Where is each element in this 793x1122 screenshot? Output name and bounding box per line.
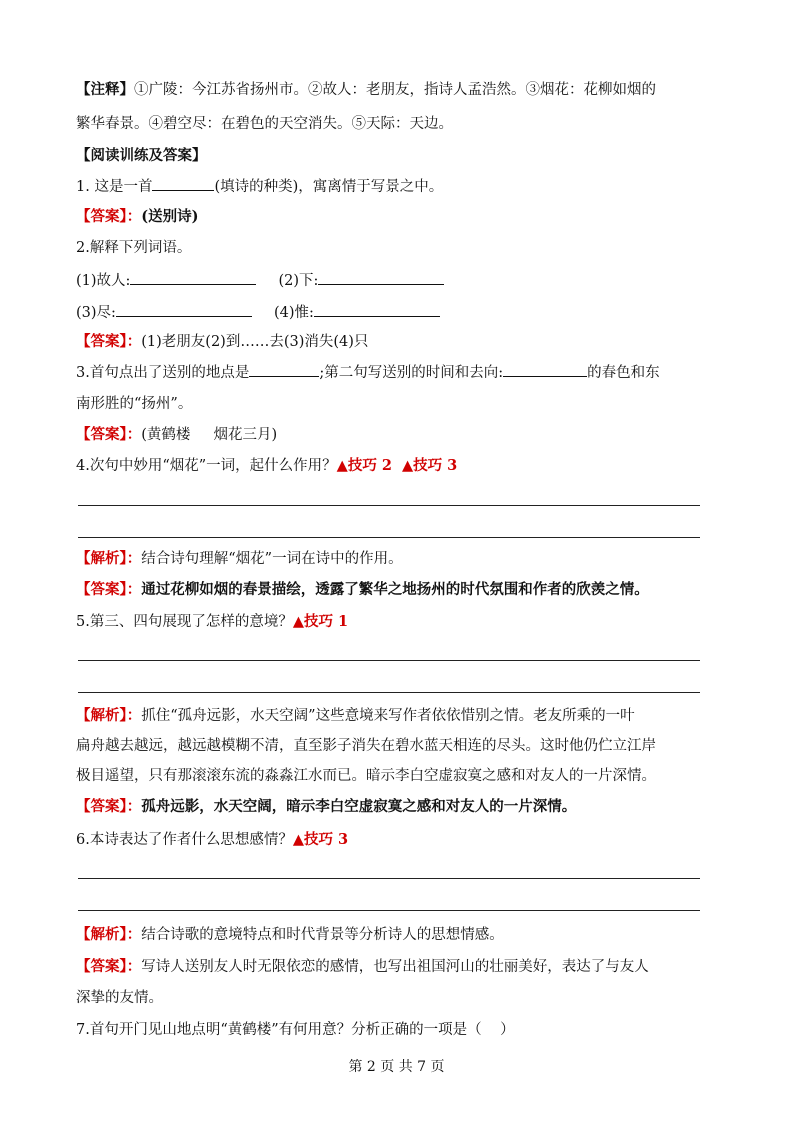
q2-answer-text: (1)老朋友(2)到……去(3)消失(4)只 <box>141 334 369 350</box>
answer-tag: 【答案】： <box>76 208 142 225</box>
q2-blank-3[interactable] <box>116 302 252 317</box>
q6-skill: ▲技巧 3 <box>292 831 349 848</box>
q5-analysis-1 <box>76 706 726 726</box>
q3-blank-2[interactable] <box>503 362 587 377</box>
q3-post: 的春色和东 <box>587 365 660 381</box>
answer-rule[interactable] <box>78 910 700 911</box>
q2-row-1 <box>76 270 726 291</box>
question-6 <box>76 830 726 850</box>
q5-analysis-text-1: 抓住“孤舟远影，水天空阔”这些意境来写作者依依惜别之情。老友所乘的一叶 <box>141 708 635 724</box>
q4-analysis-text: 结合诗句理解“烟花”一词在诗中的作用。 <box>141 551 403 567</box>
notes-text-2: 繁华春景。④碧空尽：在碧色的天空消失。⑤天际：天边。 <box>76 116 453 132</box>
answer-tag: 【答案】： <box>76 958 142 975</box>
notes-line-2 <box>76 114 726 134</box>
q3-answer <box>76 425 726 445</box>
q6-analysis <box>76 925 726 945</box>
q2-blank-2[interactable] <box>318 270 444 285</box>
q6-analysis-text: 结合诗歌的意境特点和时代背景等分析诗人的思想情感。 <box>141 927 504 943</box>
q4-skill-a: ▲技巧 2 <box>336 457 392 474</box>
notes-text-1: ①广陵：今江苏省扬州市。②故人：老朋友，指诗人孟浩然。③烟花：花柳如烟的 <box>134 82 656 98</box>
q4-answer <box>76 580 726 600</box>
page-footer: 第 2 页 共 7 页 <box>348 1059 445 1075</box>
analysis-tag: 【解析】： <box>76 926 142 943</box>
section-title: 【阅读训练及答案】 <box>76 147 207 164</box>
q2-word-2: (2)下: <box>278 273 319 289</box>
answer-rule[interactable] <box>78 537 700 538</box>
q4-stem: 4.次句中妙用“烟花”一词，起什么作用？ <box>76 458 337 474</box>
q2-answer <box>76 332 726 352</box>
q4-skill-b: ▲技巧 3 <box>401 457 458 474</box>
q1-post: (填诗的种类)，寓离情于写景之中。 <box>214 179 444 195</box>
notes-tag: 【注释】 <box>76 81 134 98</box>
q7-stem: 7.首句开门见山地点明“黄鹤楼”有何用意？分析正确的一项是（ ） <box>76 1022 515 1038</box>
question-2: 2.解释下列词语。 <box>76 240 192 256</box>
q5-skill: ▲技巧 1 <box>292 613 349 630</box>
q3-mid: ;第二句写送别的时间和去向: <box>319 365 504 381</box>
answer-tag: 【答案】： <box>76 333 142 350</box>
q5-answer-text: 孤舟远影，水天空阔，暗示李白空虚寂寞之感和对友人的一片深情。 <box>141 798 577 815</box>
q5-answer <box>76 797 726 817</box>
q6-answer-text-1: 写诗人送别友人时无限依恋的感情，也写出祖国河山的壮丽美好，表达了与友人 <box>141 959 649 975</box>
q5-analysis-3: 极目遥望，只有那滚滚东流的淼淼江水而已。暗示李白空虚寂寞之感和对友人的一片深情。 <box>76 768 656 784</box>
q2-word-4: (4)惟: <box>273 305 314 321</box>
answer-tag: 【答案】： <box>76 798 142 815</box>
q5-analysis-2: 扁舟越去越远，越远越模糊不清，直至影子消失在碧水蓝天相连的尽头。这时他仍伫立江岸 <box>76 738 656 754</box>
q6-stem: 6.本诗表达了作者什么思想感情？ <box>76 832 293 848</box>
q6-answer <box>76 957 726 977</box>
q1-blank[interactable] <box>152 176 214 191</box>
q2-blank-1[interactable] <box>130 270 256 285</box>
question-3 <box>76 362 726 383</box>
question-5 <box>76 612 726 632</box>
answer-rule[interactable] <box>78 505 700 506</box>
q4-answer-text: 通过花柳如烟的春景描绘，透露了繁华之地扬州的时代氛围和作者的欣羡之情。 <box>141 581 649 598</box>
q4-analysis <box>76 549 726 569</box>
analysis-tag: 【解析】： <box>76 550 142 567</box>
q6-answer-2: 深挚的友情。 <box>76 990 163 1006</box>
q2-row-2 <box>76 302 726 323</box>
q1-answer-text: (送别诗) <box>141 208 199 225</box>
answer-tag: 【答案】： <box>76 581 142 598</box>
q3-blank-1[interactable] <box>249 362 319 377</box>
analysis-tag: 【解析】： <box>76 707 142 724</box>
question-1 <box>76 176 726 197</box>
q2-word-1: (1)故人: <box>76 273 131 289</box>
notes-line-1 <box>76 80 726 100</box>
answer-rule[interactable] <box>78 660 700 661</box>
answer-rule[interactable] <box>78 692 700 693</box>
q1-answer <box>76 207 726 227</box>
q2-blank-4[interactable] <box>314 302 440 317</box>
question-7 <box>76 1020 726 1040</box>
q5-stem: 5.第三、四句展现了怎样的意境？ <box>76 614 293 630</box>
q3-pre: 3.首句点出了送别的地点是 <box>76 365 250 381</box>
q3-line-2: 南形胜的“扬州”。 <box>76 396 193 412</box>
question-4 <box>76 456 726 476</box>
answer-tag: 【答案】： <box>76 426 142 443</box>
q2-word-3: (3)尽: <box>76 305 116 321</box>
answer-rule[interactable] <box>78 878 700 879</box>
q1-pre: 1. 这是一首 <box>76 179 153 195</box>
q3-answer-text: (黄鹤楼 烟花三月) <box>141 427 278 443</box>
